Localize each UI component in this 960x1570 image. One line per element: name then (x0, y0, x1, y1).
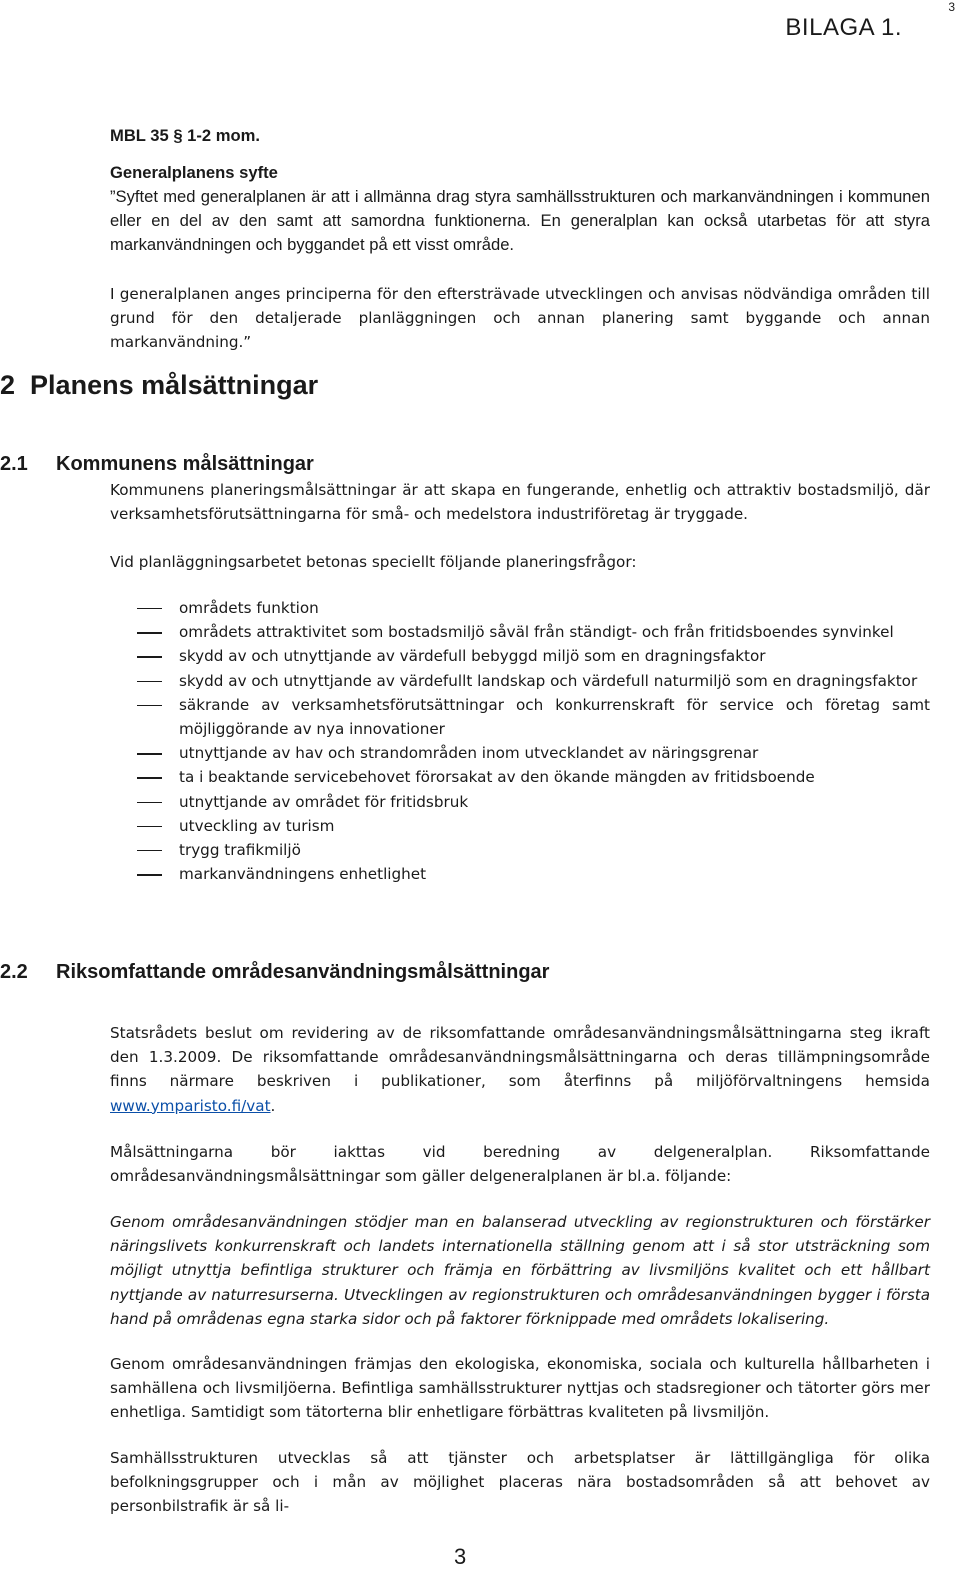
section-2-1-number: 2.1 (0, 453, 28, 475)
section-2-title: Planens målsättningar (30, 370, 319, 400)
dash-bullet-icon (137, 802, 162, 803)
list-item: trygg trafikmiljö (110, 838, 930, 862)
list-item: skydd av och utnyttjande av värdefullt landskap och värdefull naturmiljö som en dragningsfaktor (110, 669, 930, 693)
list-item: områdets attraktivitet som bostadsmiljö såväl från ständigt- och från fritidsboendes synvinkel (110, 620, 930, 644)
dash-bullet-icon (137, 753, 162, 754)
section-2-heading (0, 370, 318, 401)
purpose-paragraph-2: I generalplanen anges principerna för den eftersträvade utvecklingen och anvisas nödvändiga områden till grund för den detaljerade planläggningen och annan planering samt byggande och annan markanvändning.” (110, 285, 930, 352)
dash-bullet-icon (137, 850, 162, 851)
dash-bullet-icon (137, 826, 162, 827)
national-goals-quote: Genom områdesanvändningen stödjer man en balanserad utveckling av regionstrukturen och förstärker näringslivets konkurrenskraft och landets internationella ställning genom att i så stor utsträckning som möjligt utnyttja befintliga strukturer och främja en förbättring av livsmiljöns kvalitet och ett hållbart nyttjande av naturresurserna. Utvecklingen av regionstrukturen och områdesanvändningen bygger i första hand på områdenas egna starka sidor och på faktorer förknippade med områdets lokalisering. (110, 1213, 930, 1328)
dash-bullet-icon (137, 777, 162, 778)
planning-issues-list (110, 596, 930, 886)
ymparisto-link[interactable]: www.ymparisto.fi/vat (110, 1096, 271, 1115)
page-number-top: 3 (948, 0, 955, 14)
purpose-title: Generalplanens syfte (110, 163, 278, 182)
section-2-1-paragraph-2: Vid planläggningsarbetet betonas speciellt följande planeringsfrågor: (110, 553, 637, 571)
list-item: ta i beaktande servicebehovet förorsakat av den ökande mängden av fritidsboende (110, 765, 930, 789)
list-item: utveckling av turism (110, 814, 930, 838)
list-item: utnyttjande av området för fritidsbruk (110, 790, 930, 814)
list-item: säkrande av verksamhetsförutsättningar och konkurrenskraft för service och företag samt möjliggörande av nya innovationer (110, 693, 930, 741)
law-reference: MBL 35 § 1-2 mom. (110, 126, 261, 145)
section-2-number: 2 (0, 370, 16, 400)
dash-bullet-icon (137, 632, 162, 633)
section-2-1-heading (0, 453, 314, 476)
section-2-1-title: Kommunens målsättningar (56, 453, 314, 475)
list-item: utnyttjande av hav och strandområden inom utvecklandet av näringsgrenar (110, 741, 930, 765)
section-2-2-paragraph-3: Genom områdesanvändningen främjas den ekologiska, ekonomiska, sociala och kulturella hållbarheten i samhällena och livsmiljöerna. Befintliga samhällsstrukturer nyttjas och stadsregioner och tätorter görs mer enhetliga. Samtidigt som tätorterna blir enhetligare förbättras kvaliteten på livsmiljön. (110, 1355, 930, 1422)
section-2-1-paragraph-1: Kommunens planeringsmålsättningar är att skapa en fungerande, enhetlig och attraktiv bostadsmiljö, där verksamhetsförutsättningarna för små- och medelstora industriföretag är tryggade. (110, 481, 930, 524)
list-item: markanvändningens enhetlighet (110, 862, 930, 886)
page-number-footer: 3 (454, 1544, 467, 1569)
section-2-2-paragraph-4: Samhällsstrukturen utvecklas så att tjänster och arbetsplatser är lättillgängliga för olika befolkningsgrupper och i mån av möjlighet placeras nära bostadsområden så att behovet av personbilstrafik är så li- (110, 1449, 930, 1516)
list-item: skydd av och utnyttjande av värdefull bebyggd miljö som en dragningsfaktor (110, 644, 930, 668)
appendix-label: BILAGA 1. (785, 14, 902, 41)
list-item: områdets funktion (110, 596, 930, 620)
dash-bullet-icon (137, 608, 162, 609)
dash-bullet-icon (137, 656, 162, 657)
dash-bullet-icon (137, 681, 162, 682)
section-2-2-number: 2.2 (0, 961, 28, 983)
section-2-2-paragraph-2: Målsättningarna bör iakttas vid beredning av delgeneralplan. Riksomfattande områdesanvändningsmålsättningar som gäller delgeneralplanen är bl.a. följande: (110, 1143, 930, 1186)
dash-bullet-icon (137, 874, 162, 875)
dash-bullet-icon (137, 705, 162, 706)
section-2-2-heading (0, 961, 549, 984)
section-2-2-paragraph-1: Statsrådets beslut om revidering av de riksomfattande områdesanvändningsmålsättningarna steg ikraft den 1.3.2009. De riksomfattande områdesanvändningsmålsättningarna och deras tillämpningsområde finns närmare beskriven i publikationer, som återfinns på miljöförvaltningens hemsida www.ymparisto.fi/vat. (110, 1024, 930, 1115)
section-2-2-title: Riksomfattande områdesanvändningsmålsättningar (56, 961, 550, 983)
purpose-paragraph-1: ”Syftet med generalplanen är att i allmänna drag styra samhällsstrukturen och markanvändningen i kommunen eller en del av den samt att samordna funktionerna. En generalplan kan också utarbetas för att styra markanvändningen och byggandet på ett visst område. (110, 187, 930, 255)
